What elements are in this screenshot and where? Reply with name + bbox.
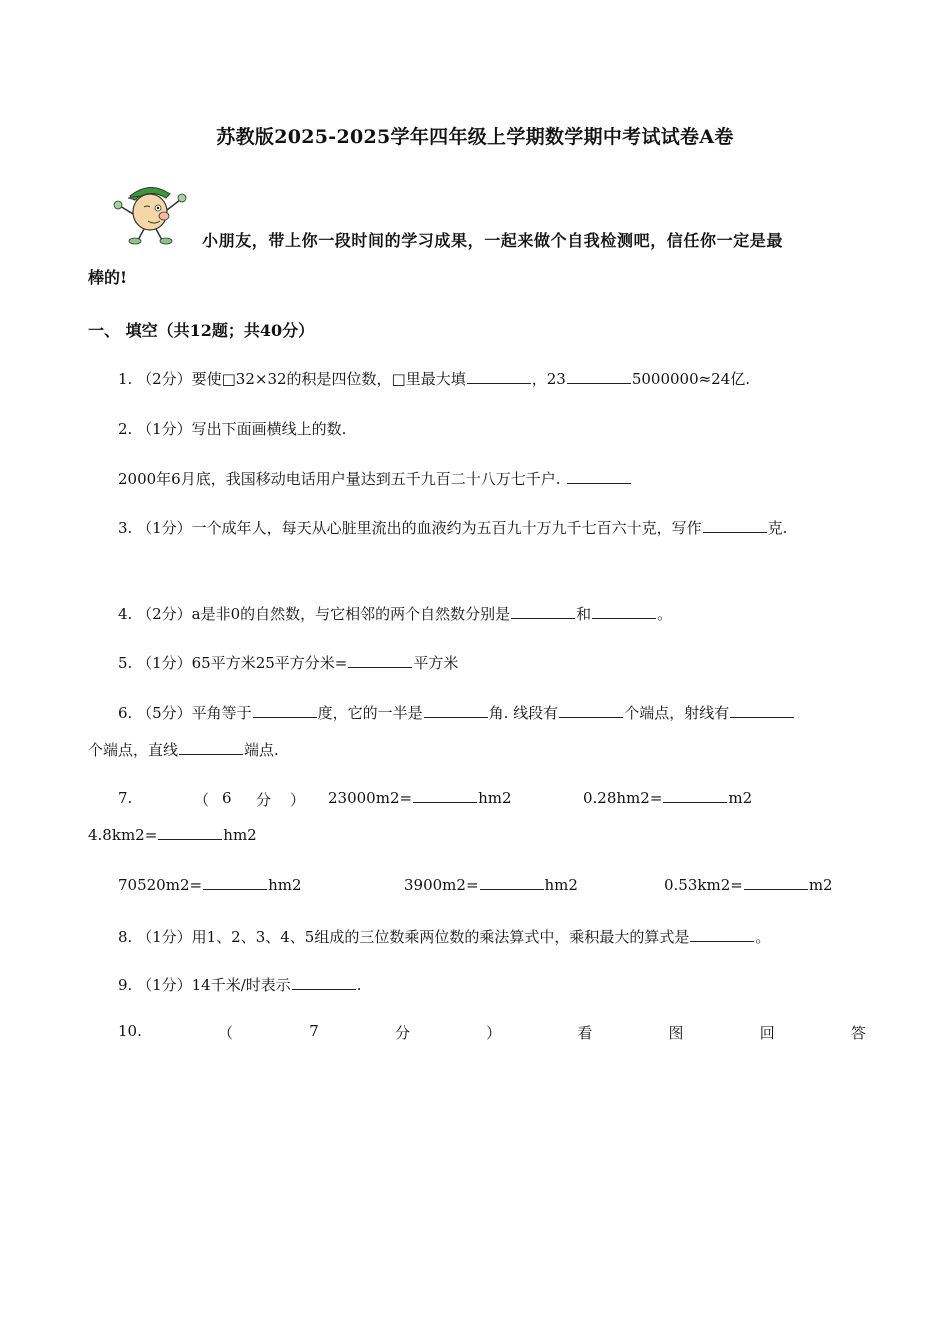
section-heading: 一、 填空（共12题；共40分） xyxy=(88,321,315,340)
expr-text: 70520m2= xyxy=(118,876,203,894)
expr-unit: m2 xyxy=(728,789,753,807)
question-2 xyxy=(118,418,346,439)
question-9-text: 9. （1分）14千米/时表示 xyxy=(118,976,291,994)
question-5 xyxy=(118,652,458,673)
question-10-number: 10. xyxy=(118,1022,142,1040)
question-10 xyxy=(118,1022,866,1043)
expr-unit: m2 xyxy=(808,876,833,894)
paren-open: （ xyxy=(218,1024,234,1042)
question-8-text: 8. （1分）用1、2、3、4、5组成的三位数乘两位数的乘法算式中，乘积最大的算式是 xyxy=(118,928,690,946)
answer-blank[interactable] xyxy=(413,801,477,803)
question-7-expr-1 xyxy=(328,789,512,807)
question-10-word: 看 xyxy=(577,1024,593,1042)
expr-text: 23000m2= xyxy=(328,789,413,807)
question-7-expr-5 xyxy=(404,876,578,894)
question-6-cont-text: 个端点，直线 xyxy=(88,741,179,759)
question-1 xyxy=(118,368,750,389)
expr-text: 3900m2= xyxy=(404,876,479,894)
question-7-score-value xyxy=(222,789,232,807)
answer-blank[interactable] xyxy=(663,801,727,803)
question-7 xyxy=(118,789,132,807)
answer-blank[interactable] xyxy=(158,838,222,840)
intro-text-line1: 小朋友，带上你一段时间的学习成果，一起来做个自我检测吧，信任你一定是最 xyxy=(202,231,784,250)
question-9 xyxy=(118,974,362,995)
paren-open: （ xyxy=(194,791,210,809)
question-7-expr-2 xyxy=(583,789,752,807)
answer-blank[interactable] xyxy=(592,617,656,619)
question-2-sub-text: 2000年6月底，我国移动电话用户量达到五千九百二十八万七千户. xyxy=(118,470,561,488)
question-10-word: 图 xyxy=(668,1024,684,1042)
question-3 xyxy=(118,517,787,538)
question-6-text-2: 度，它的一半是 xyxy=(317,704,423,722)
answer-blank[interactable] xyxy=(253,716,317,718)
question-4-text: 4. （2分）a是非0的自然数，与它相邻的两个自然数分别是 xyxy=(118,605,511,623)
answer-blank[interactable] xyxy=(424,716,488,718)
question-6-text-4: 个端点，射线有 xyxy=(624,704,730,722)
question-7-score-open xyxy=(194,789,209,810)
question-7-expr-3 xyxy=(88,826,257,844)
answer-blank[interactable] xyxy=(511,617,575,619)
expr-unit: hm2 xyxy=(544,876,578,894)
question-6-text-3: 角. 线段有 xyxy=(488,704,559,722)
question-8-text-2: 。 xyxy=(755,928,771,946)
question-6-cont-text-2: 端点. xyxy=(244,741,279,759)
answer-blank[interactable] xyxy=(348,666,412,668)
expr-text: 0.53km2= xyxy=(664,876,743,894)
answer-blank[interactable] xyxy=(203,888,267,890)
answer-blank[interactable] xyxy=(567,482,631,484)
exam-title: 苏教版2025-2025学年四年级上学期数学期中考试试卷A卷 xyxy=(216,126,734,148)
expr-text: 0.28hm2= xyxy=(583,789,663,807)
intro-text-line2: 棒的! xyxy=(88,268,128,287)
mascot-cartoon-image xyxy=(108,178,188,248)
paren-close: ） xyxy=(290,791,306,809)
question-3-text-2: 克. xyxy=(767,519,788,537)
answer-blank[interactable] xyxy=(559,716,623,718)
question-7-score-unit xyxy=(256,789,271,810)
question-3-text: 3. （1分）一个成年人，每天从心脏里流出的血液约为五百九十万九千七百六十克，写作 xyxy=(118,519,702,537)
question-1-text: 1. （2分）要使□32×32的积是四位数，□里最大填 xyxy=(118,370,466,388)
question-7-expr-4 xyxy=(118,876,302,894)
answer-blank[interactable] xyxy=(467,382,531,384)
answer-blank[interactable] xyxy=(179,753,243,755)
answer-blank[interactable] xyxy=(292,988,356,990)
score-value: 7 xyxy=(309,1022,319,1040)
question-4 xyxy=(118,603,672,624)
expr-text: 4.8km2= xyxy=(88,826,158,844)
answer-blank[interactable] xyxy=(690,940,754,942)
score-unit: 分 xyxy=(394,1024,410,1042)
question-4-text-3: 。 xyxy=(657,605,673,623)
question-7-expr-6 xyxy=(664,876,833,894)
question-7-number: 7. xyxy=(118,789,133,807)
answer-blank[interactable] xyxy=(744,888,808,890)
question-9-text-2: . xyxy=(356,976,362,994)
question-4-text-2: 和 xyxy=(576,605,592,623)
question-6 xyxy=(118,702,795,723)
answer-blank[interactable] xyxy=(480,888,544,890)
expr-unit: hm2 xyxy=(223,826,257,844)
question-8 xyxy=(118,926,770,947)
score-unit: 分 xyxy=(256,791,272,809)
question-6-text: 6. （5分）平角等于 xyxy=(118,704,252,722)
question-10-word: 回 xyxy=(759,1024,775,1042)
question-5-text: 5. （1分）65平方米25平方分米= xyxy=(118,654,348,672)
answer-blank[interactable] xyxy=(730,716,794,718)
question-1-text-2: ，23 xyxy=(531,370,566,388)
question-7-score-close xyxy=(290,789,305,810)
question-2-text: 2. （1分）写出下面画横线上的数. xyxy=(118,420,347,438)
question-6-cont xyxy=(88,739,279,760)
paren-close: ） xyxy=(486,1024,502,1042)
expr-unit: hm2 xyxy=(478,789,512,807)
question-5-text-2: 平方米 xyxy=(413,654,459,672)
score-value: 6 xyxy=(222,789,232,807)
question-2-sub xyxy=(118,468,632,489)
expr-unit: hm2 xyxy=(268,876,302,894)
question-10-word: 答 xyxy=(850,1024,866,1042)
answer-blank[interactable] xyxy=(567,382,631,384)
answer-blank[interactable] xyxy=(703,531,767,533)
question-1-text-3: 5000000≈24亿. xyxy=(631,370,751,388)
